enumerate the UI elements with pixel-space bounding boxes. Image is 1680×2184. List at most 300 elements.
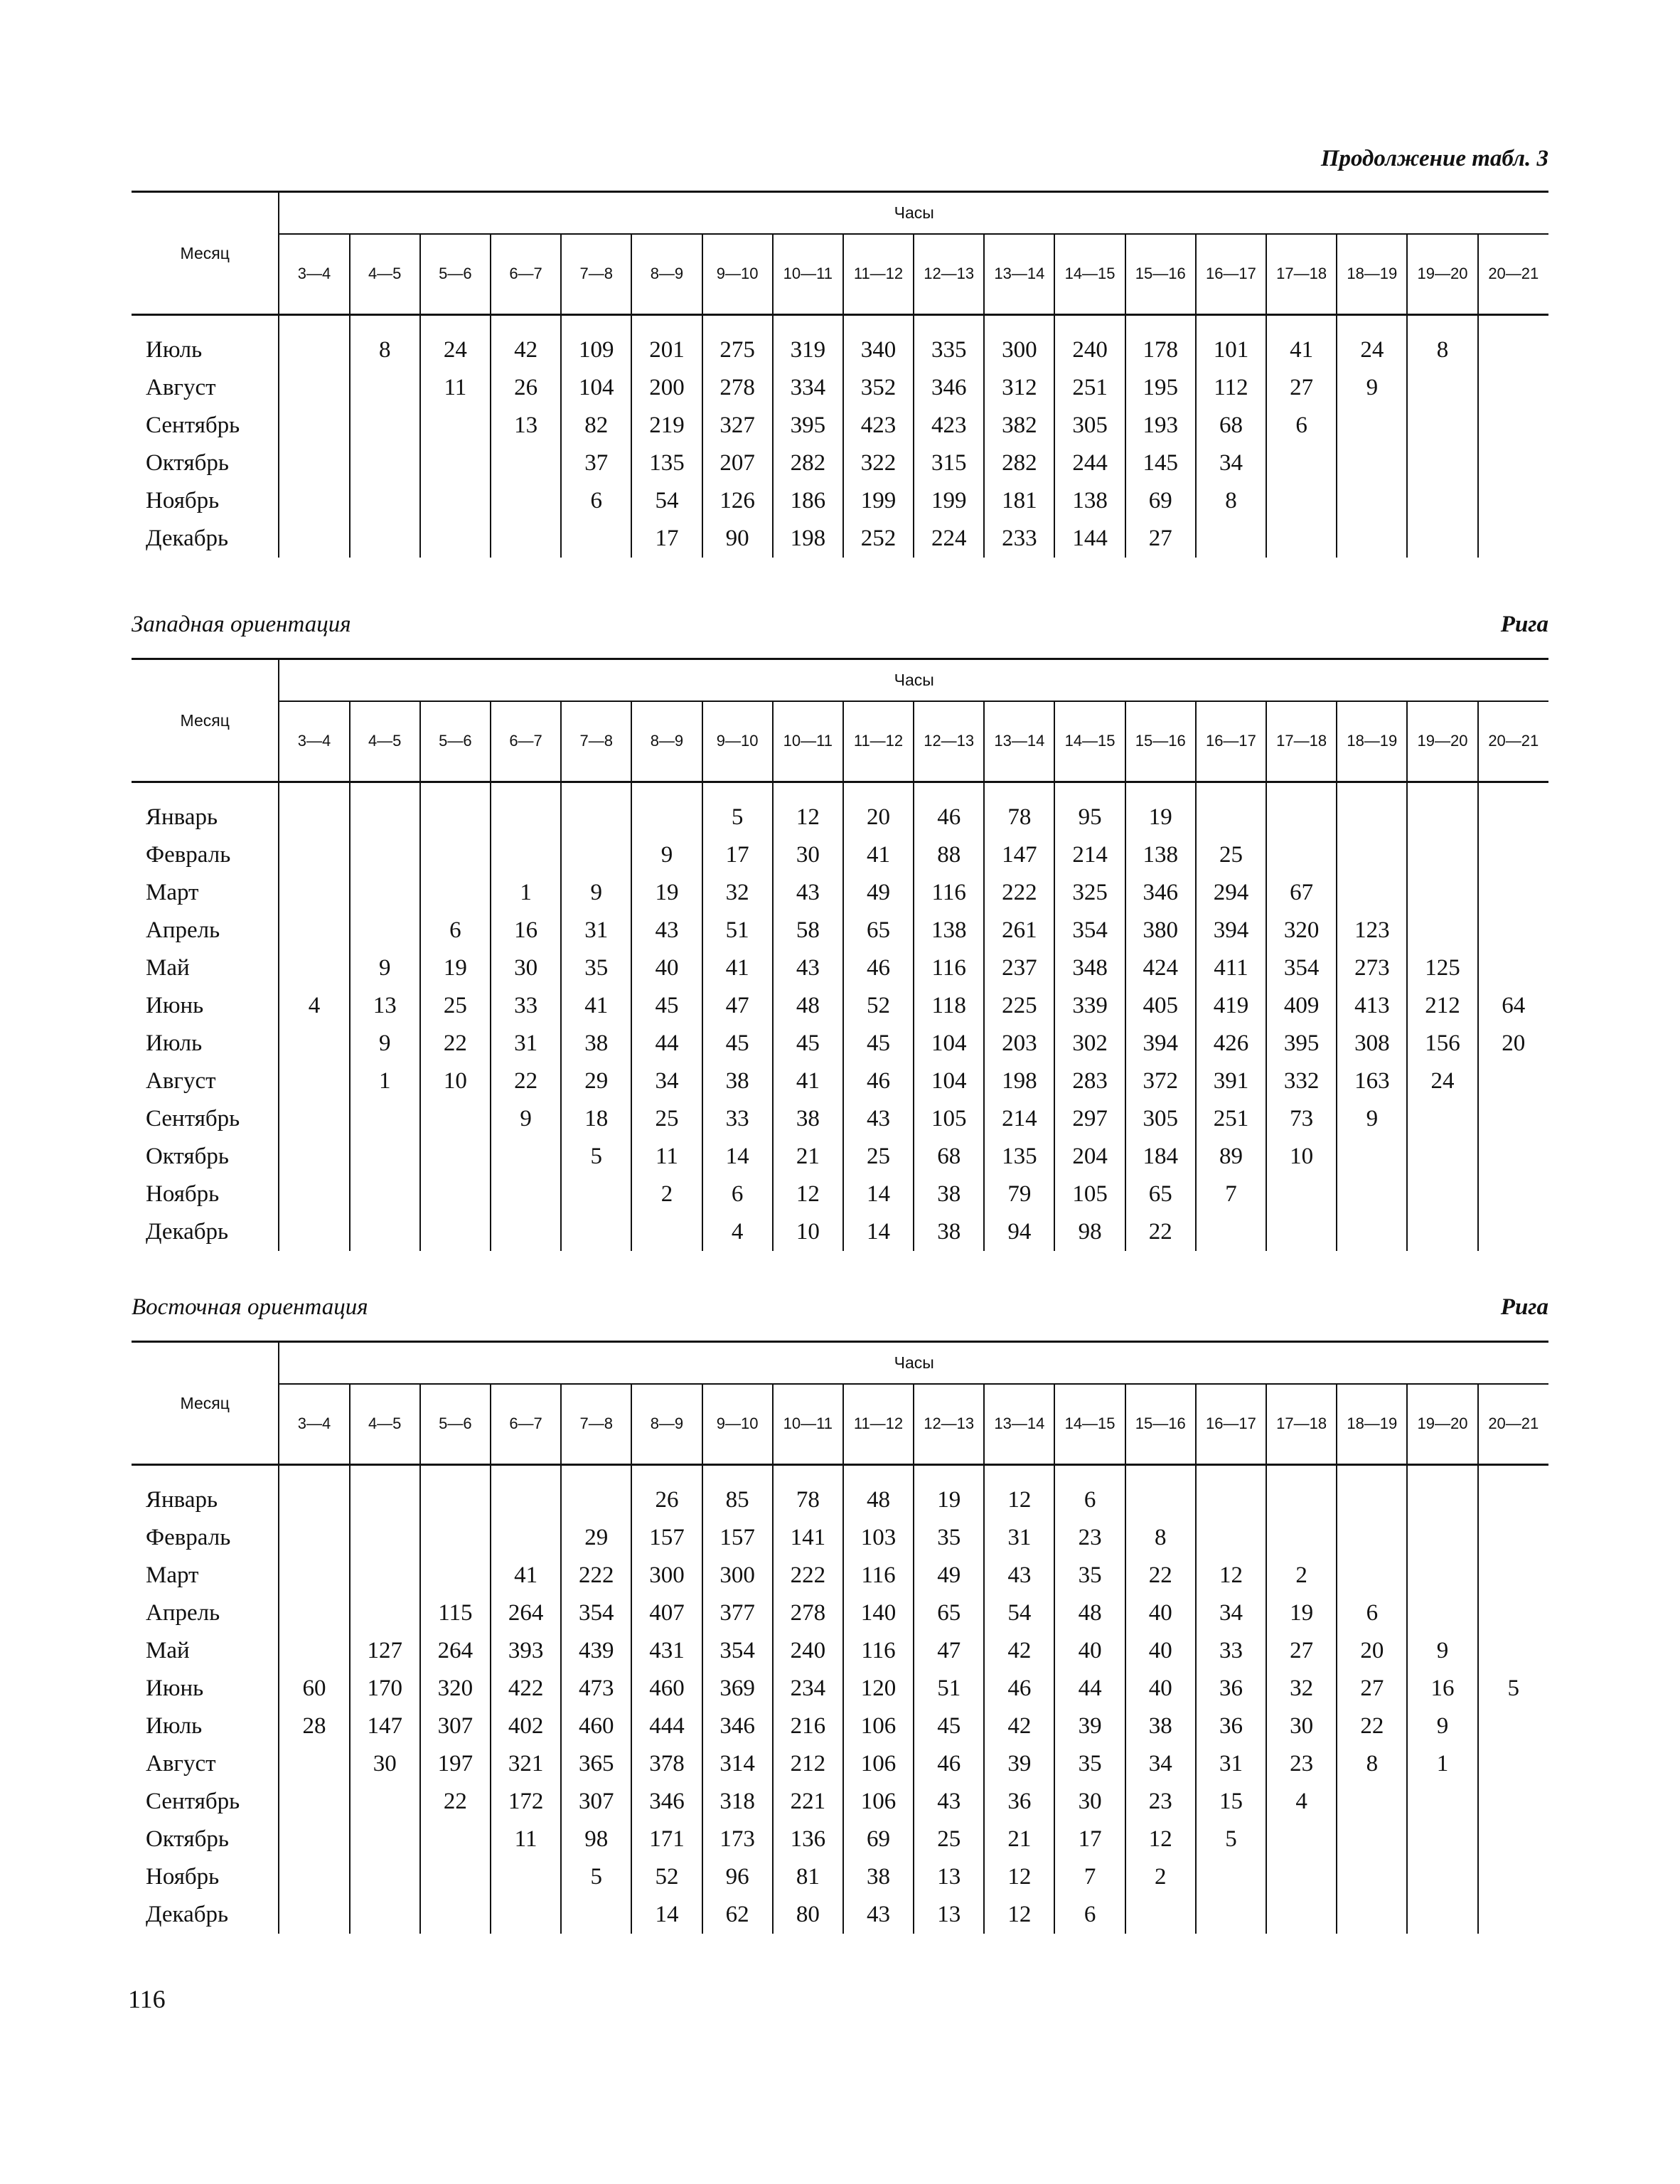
value-cell: 170: [350, 1670, 420, 1708]
value-cell: 4: [702, 1213, 773, 1251]
table-row: [132, 1176, 1548, 1213]
value-cell: 395: [1266, 1025, 1337, 1062]
value-cell: [279, 1176, 349, 1213]
value-cell: 319: [773, 331, 843, 369]
table-row: [132, 912, 1548, 949]
value-cell: 104: [561, 369, 631, 407]
value-cell: 62: [702, 1896, 773, 1934]
value-cell: [420, 444, 491, 482]
value-cell: 38: [914, 1213, 984, 1251]
continuation-caption: Продолжение табл. 3: [1320, 146, 1548, 171]
value-cell: 27: [1337, 1670, 1407, 1708]
month-cell: Август: [132, 1062, 279, 1100]
value-cell: [350, 912, 420, 949]
value-cell: 38: [914, 1176, 984, 1213]
value-cell: [1196, 1213, 1266, 1251]
value-cell: [350, 444, 420, 482]
value-cell: [1478, 1896, 1548, 1934]
month-cell: Август: [132, 369, 279, 407]
value-cell: [1407, 407, 1477, 444]
value-cell: 198: [984, 1062, 1054, 1100]
value-cell: [1196, 1896, 1266, 1934]
value-cell: 98: [561, 1821, 631, 1858]
hour-interval-header: 10—11: [773, 701, 843, 782]
table-row: [132, 1783, 1548, 1821]
value-cell: [1196, 520, 1266, 558]
value-cell: 46: [984, 1670, 1054, 1708]
value-cell: 38: [561, 1025, 631, 1062]
table-row: [132, 520, 1548, 558]
value-cell: [1337, 799, 1407, 836]
value-cell: 22: [420, 1783, 491, 1821]
value-cell: [420, 1519, 491, 1557]
value-cell: 43: [914, 1783, 984, 1821]
value-cell: 25: [1196, 836, 1266, 874]
value-cell: 9: [1337, 369, 1407, 407]
value-cell: [279, 1025, 349, 1062]
month-cell: Май: [132, 1632, 279, 1670]
month-cell: Апрель: [132, 912, 279, 949]
value-cell: 283: [1054, 1062, 1125, 1100]
value-cell: 19: [420, 949, 491, 987]
value-cell: 20: [1478, 1025, 1548, 1062]
value-cell: [491, 444, 561, 482]
value-cell: 6: [561, 482, 631, 520]
value-cell: 20: [843, 799, 914, 836]
value-cell: [561, 1213, 631, 1251]
value-cell: [350, 482, 420, 520]
value-cell: 51: [914, 1670, 984, 1708]
value-cell: 264: [420, 1632, 491, 1670]
value-cell: 419: [1196, 987, 1266, 1025]
value-cell: 346: [1125, 874, 1196, 912]
value-cell: 171: [631, 1821, 702, 1858]
table-row: [132, 1519, 1548, 1557]
value-cell: 35: [914, 1519, 984, 1557]
value-cell: 431: [631, 1632, 702, 1670]
value-cell: 264: [491, 1594, 561, 1632]
value-cell: 42: [491, 331, 561, 369]
hour-interval-header: 16—17: [1196, 234, 1266, 315]
value-cell: 320: [1266, 912, 1337, 949]
value-cell: 178: [1125, 331, 1196, 369]
value-cell: 6: [420, 912, 491, 949]
value-cell: 200: [631, 369, 702, 407]
value-cell: 39: [1054, 1708, 1125, 1745]
value-cell: [1266, 520, 1337, 558]
value-cell: 12: [1196, 1557, 1266, 1594]
value-cell: 332: [1266, 1062, 1337, 1100]
value-cell: 197: [420, 1745, 491, 1783]
value-cell: [1478, 482, 1548, 520]
value-cell: 94: [984, 1213, 1054, 1251]
table-row: [132, 1745, 1548, 1783]
value-cell: 369: [702, 1670, 773, 1708]
value-cell: 251: [1054, 369, 1125, 407]
value-cell: [1337, 520, 1407, 558]
value-cell: 34: [631, 1062, 702, 1100]
value-cell: 346: [914, 369, 984, 407]
value-cell: 32: [702, 874, 773, 912]
month-cell: Ноябрь: [132, 482, 279, 520]
value-cell: [279, 912, 349, 949]
value-cell: 32: [1266, 1670, 1337, 1708]
table-row: [132, 369, 1548, 407]
value-cell: 127: [350, 1632, 420, 1670]
value-cell: 1: [350, 1062, 420, 1100]
hour-interval-header: 19—20: [1407, 701, 1477, 782]
value-cell: [350, 799, 420, 836]
month-cell: Ноябрь: [132, 1176, 279, 1213]
month-column-header: Месяц: [132, 1342, 279, 1465]
hour-interval-header: 18—19: [1337, 1384, 1407, 1465]
value-cell: 201: [631, 331, 702, 369]
value-cell: [631, 799, 702, 836]
value-cell: 23: [1125, 1783, 1196, 1821]
value-cell: [350, 836, 420, 874]
value-cell: [1266, 1176, 1337, 1213]
hour-interval-header: 12—13: [914, 1384, 984, 1465]
value-cell: [350, 1481, 420, 1519]
value-cell: 39: [984, 1745, 1054, 1783]
value-cell: 460: [561, 1708, 631, 1745]
value-cell: 422: [491, 1670, 561, 1708]
value-cell: 44: [631, 1025, 702, 1062]
table-west-orientation: [132, 658, 1548, 1251]
value-cell: [1337, 444, 1407, 482]
value-cell: [491, 1176, 561, 1213]
value-cell: [631, 1213, 702, 1251]
value-cell: 402: [491, 1708, 561, 1745]
value-cell: [561, 1896, 631, 1934]
value-cell: 340: [843, 331, 914, 369]
value-cell: 26: [631, 1481, 702, 1519]
value-cell: [279, 1519, 349, 1557]
value-cell: 65: [1125, 1176, 1196, 1213]
value-cell: [1407, 874, 1477, 912]
hour-interval-header: 19—20: [1407, 1384, 1477, 1465]
value-cell: 46: [914, 799, 984, 836]
value-cell: 116: [914, 949, 984, 987]
value-cell: 49: [914, 1557, 984, 1594]
value-cell: 219: [631, 407, 702, 444]
value-cell: [279, 1100, 349, 1138]
value-cell: 35: [1054, 1557, 1125, 1594]
value-cell: 106: [843, 1783, 914, 1821]
value-cell: [1478, 1821, 1548, 1858]
value-cell: 123: [1337, 912, 1407, 949]
value-cell: 112: [1196, 369, 1266, 407]
hour-interval-header: 12—13: [914, 701, 984, 782]
value-cell: 11: [420, 369, 491, 407]
value-cell: [1407, 1896, 1477, 1934]
hour-interval-header: 14—15: [1054, 701, 1125, 782]
value-cell: 6: [1054, 1896, 1125, 1934]
value-cell: [279, 520, 349, 558]
value-cell: [1478, 407, 1548, 444]
value-cell: [420, 1896, 491, 1934]
value-cell: [279, 1213, 349, 1251]
value-cell: [420, 407, 491, 444]
value-cell: [1266, 1821, 1337, 1858]
value-cell: 43: [631, 912, 702, 949]
value-cell: 1: [1407, 1745, 1477, 1783]
value-cell: 204: [1054, 1138, 1125, 1176]
value-cell: 17: [631, 520, 702, 558]
data-table: [132, 191, 1548, 558]
value-cell: [1407, 520, 1477, 558]
value-cell: [420, 1821, 491, 1858]
value-cell: 109: [561, 331, 631, 369]
value-cell: [491, 1896, 561, 1934]
value-cell: 157: [631, 1519, 702, 1557]
value-cell: 22: [1337, 1708, 1407, 1745]
value-cell: [279, 482, 349, 520]
value-cell: 203: [984, 1025, 1054, 1062]
value-cell: 413: [1337, 987, 1407, 1025]
value-cell: [1266, 1213, 1337, 1251]
value-cell: [279, 444, 349, 482]
value-cell: [279, 1858, 349, 1896]
value-cell: 68: [1196, 407, 1266, 444]
value-cell: 372: [1125, 1062, 1196, 1100]
value-cell: 34: [1196, 1594, 1266, 1632]
value-cell: 9: [1407, 1708, 1477, 1745]
value-cell: 12: [1125, 1821, 1196, 1858]
month-cell: Март: [132, 1557, 279, 1594]
value-cell: 163: [1337, 1062, 1407, 1100]
hour-interval-header: 11—12: [843, 234, 914, 315]
value-cell: 214: [984, 1100, 1054, 1138]
hour-interval-header: 4—5: [350, 234, 420, 315]
month-cell: Февраль: [132, 836, 279, 874]
value-cell: [561, 836, 631, 874]
value-cell: 43: [773, 874, 843, 912]
month-cell: Январь: [132, 799, 279, 836]
value-cell: [1125, 1481, 1196, 1519]
value-cell: 30: [350, 1745, 420, 1783]
value-cell: [1478, 874, 1548, 912]
value-cell: 224: [914, 520, 984, 558]
value-cell: [420, 520, 491, 558]
value-cell: 13: [491, 407, 561, 444]
value-cell: [350, 1100, 420, 1138]
value-cell: 89: [1196, 1138, 1266, 1176]
table-row: [132, 1632, 1548, 1670]
hour-interval-header: 5—6: [420, 234, 491, 315]
value-cell: 38: [843, 1858, 914, 1896]
value-cell: 67: [1266, 874, 1337, 912]
value-cell: 35: [1054, 1745, 1125, 1783]
value-cell: 5: [702, 799, 773, 836]
value-cell: 10: [773, 1213, 843, 1251]
value-cell: 42: [984, 1708, 1054, 1745]
value-cell: [491, 799, 561, 836]
month-cell: Декабрь: [132, 520, 279, 558]
value-cell: 173: [702, 1821, 773, 1858]
value-cell: [350, 1783, 420, 1821]
hour-interval-header: 13—14: [984, 234, 1054, 315]
month-column-header: Месяц: [132, 192, 279, 315]
value-cell: 24: [420, 331, 491, 369]
value-cell: [1407, 369, 1477, 407]
value-cell: [1337, 1138, 1407, 1176]
value-cell: 48: [773, 987, 843, 1025]
table-row: [132, 1821, 1548, 1858]
value-cell: 98: [1054, 1213, 1125, 1251]
value-cell: 2: [1266, 1557, 1337, 1594]
hour-interval-header: 11—12: [843, 701, 914, 782]
value-cell: 79: [984, 1176, 1054, 1213]
value-cell: 136: [773, 1821, 843, 1858]
value-cell: 125: [1407, 949, 1477, 987]
value-cell: [1478, 1557, 1548, 1594]
value-cell: 69: [1125, 482, 1196, 520]
value-cell: 300: [984, 331, 1054, 369]
value-cell: 346: [702, 1708, 773, 1745]
value-cell: [1407, 1481, 1477, 1519]
value-cell: [1337, 1557, 1407, 1594]
value-cell: 346: [631, 1783, 702, 1821]
value-cell: 4: [279, 987, 349, 1025]
value-cell: 101: [1196, 331, 1266, 369]
value-cell: [1478, 1745, 1548, 1783]
hour-interval-header: 6—7: [491, 701, 561, 782]
value-cell: 199: [843, 482, 914, 520]
value-cell: [1407, 1858, 1477, 1896]
value-cell: 354: [561, 1594, 631, 1632]
value-cell: 116: [843, 1557, 914, 1594]
value-cell: 78: [984, 799, 1054, 836]
value-cell: [420, 1138, 491, 1176]
table-row: [132, 1708, 1548, 1745]
hour-interval-header: 17—18: [1266, 1384, 1337, 1465]
value-cell: 391: [1196, 1062, 1266, 1100]
value-cell: 199: [914, 482, 984, 520]
table-row: [132, 1062, 1548, 1100]
value-cell: [491, 836, 561, 874]
value-cell: [1478, 1138, 1548, 1176]
hour-interval-header: 7—8: [561, 701, 631, 782]
value-cell: 78: [773, 1481, 843, 1519]
table-row: [132, 1481, 1548, 1519]
value-cell: 2: [1125, 1858, 1196, 1896]
value-cell: 51: [702, 912, 773, 949]
value-cell: [1196, 1519, 1266, 1557]
hours-group-header: Часы: [279, 1342, 1548, 1384]
value-cell: 106: [843, 1745, 914, 1783]
value-cell: 17: [1054, 1821, 1125, 1858]
value-cell: [1478, 1100, 1548, 1138]
hour-interval-header: 7—8: [561, 1384, 631, 1465]
value-cell: [1407, 1594, 1477, 1632]
value-cell: 15: [1196, 1783, 1266, 1821]
value-cell: 21: [984, 1821, 1054, 1858]
value-cell: 45: [914, 1708, 984, 1745]
value-cell: [350, 1594, 420, 1632]
value-cell: 473: [561, 1670, 631, 1708]
value-cell: [561, 799, 631, 836]
month-cell: Октябрь: [132, 1821, 279, 1858]
value-cell: [1478, 1519, 1548, 1557]
value-cell: [1407, 799, 1477, 836]
value-cell: 14: [843, 1176, 914, 1213]
value-cell: 40: [1125, 1632, 1196, 1670]
value-cell: [279, 1557, 349, 1594]
value-cell: 348: [1054, 949, 1125, 987]
hours-group-header: Часы: [279, 659, 1548, 701]
value-cell: 103: [843, 1519, 914, 1557]
value-cell: [491, 1481, 561, 1519]
value-cell: [420, 836, 491, 874]
value-cell: 302: [1054, 1025, 1125, 1062]
value-cell: 5: [561, 1858, 631, 1896]
value-cell: [420, 1100, 491, 1138]
value-cell: 9: [1407, 1632, 1477, 1670]
value-cell: 30: [1266, 1708, 1337, 1745]
value-cell: 47: [914, 1632, 984, 1670]
value-cell: 393: [491, 1632, 561, 1670]
value-cell: 48: [1054, 1594, 1125, 1632]
value-cell: 2: [631, 1176, 702, 1213]
value-cell: [1407, 1519, 1477, 1557]
value-cell: [1478, 949, 1548, 987]
table-row: [132, 836, 1548, 874]
value-cell: [1407, 444, 1477, 482]
value-cell: 48: [843, 1481, 914, 1519]
value-cell: [1337, 482, 1407, 520]
table-row: [132, 331, 1548, 369]
value-cell: 147: [350, 1708, 420, 1745]
value-cell: 222: [773, 1557, 843, 1594]
value-cell: 22: [1125, 1557, 1196, 1594]
value-cell: 282: [773, 444, 843, 482]
value-cell: 184: [1125, 1138, 1196, 1176]
hour-interval-header: 18—19: [1337, 701, 1407, 782]
value-cell: 212: [1407, 987, 1477, 1025]
value-cell: 38: [1125, 1708, 1196, 1745]
value-cell: 41: [773, 1062, 843, 1100]
value-cell: 58: [773, 912, 843, 949]
value-cell: 135: [984, 1138, 1054, 1176]
value-cell: 43: [843, 1896, 914, 1934]
value-cell: [491, 1213, 561, 1251]
value-cell: [1337, 874, 1407, 912]
value-cell: 16: [491, 912, 561, 949]
value-cell: [1478, 1481, 1548, 1519]
value-cell: 41: [561, 987, 631, 1025]
value-cell: [1266, 1481, 1337, 1519]
value-cell: [279, 874, 349, 912]
value-cell: 30: [491, 949, 561, 987]
hour-interval-header: 20—21: [1478, 701, 1548, 782]
value-cell: 407: [631, 1594, 702, 1632]
value-cell: [279, 799, 349, 836]
table-east-orientation: [132, 1341, 1548, 1934]
value-cell: 17: [702, 836, 773, 874]
value-cell: 439: [561, 1632, 631, 1670]
data-table: [132, 1341, 1548, 1934]
value-cell: 144: [1054, 520, 1125, 558]
table-row: [132, 1670, 1548, 1708]
value-cell: [1407, 482, 1477, 520]
month-cell: Сентябрь: [132, 1783, 279, 1821]
value-cell: 80: [773, 1896, 843, 1934]
value-cell: 308: [1337, 1025, 1407, 1062]
value-cell: [1478, 836, 1548, 874]
value-cell: 138: [1054, 482, 1125, 520]
month-cell: Май: [132, 949, 279, 987]
